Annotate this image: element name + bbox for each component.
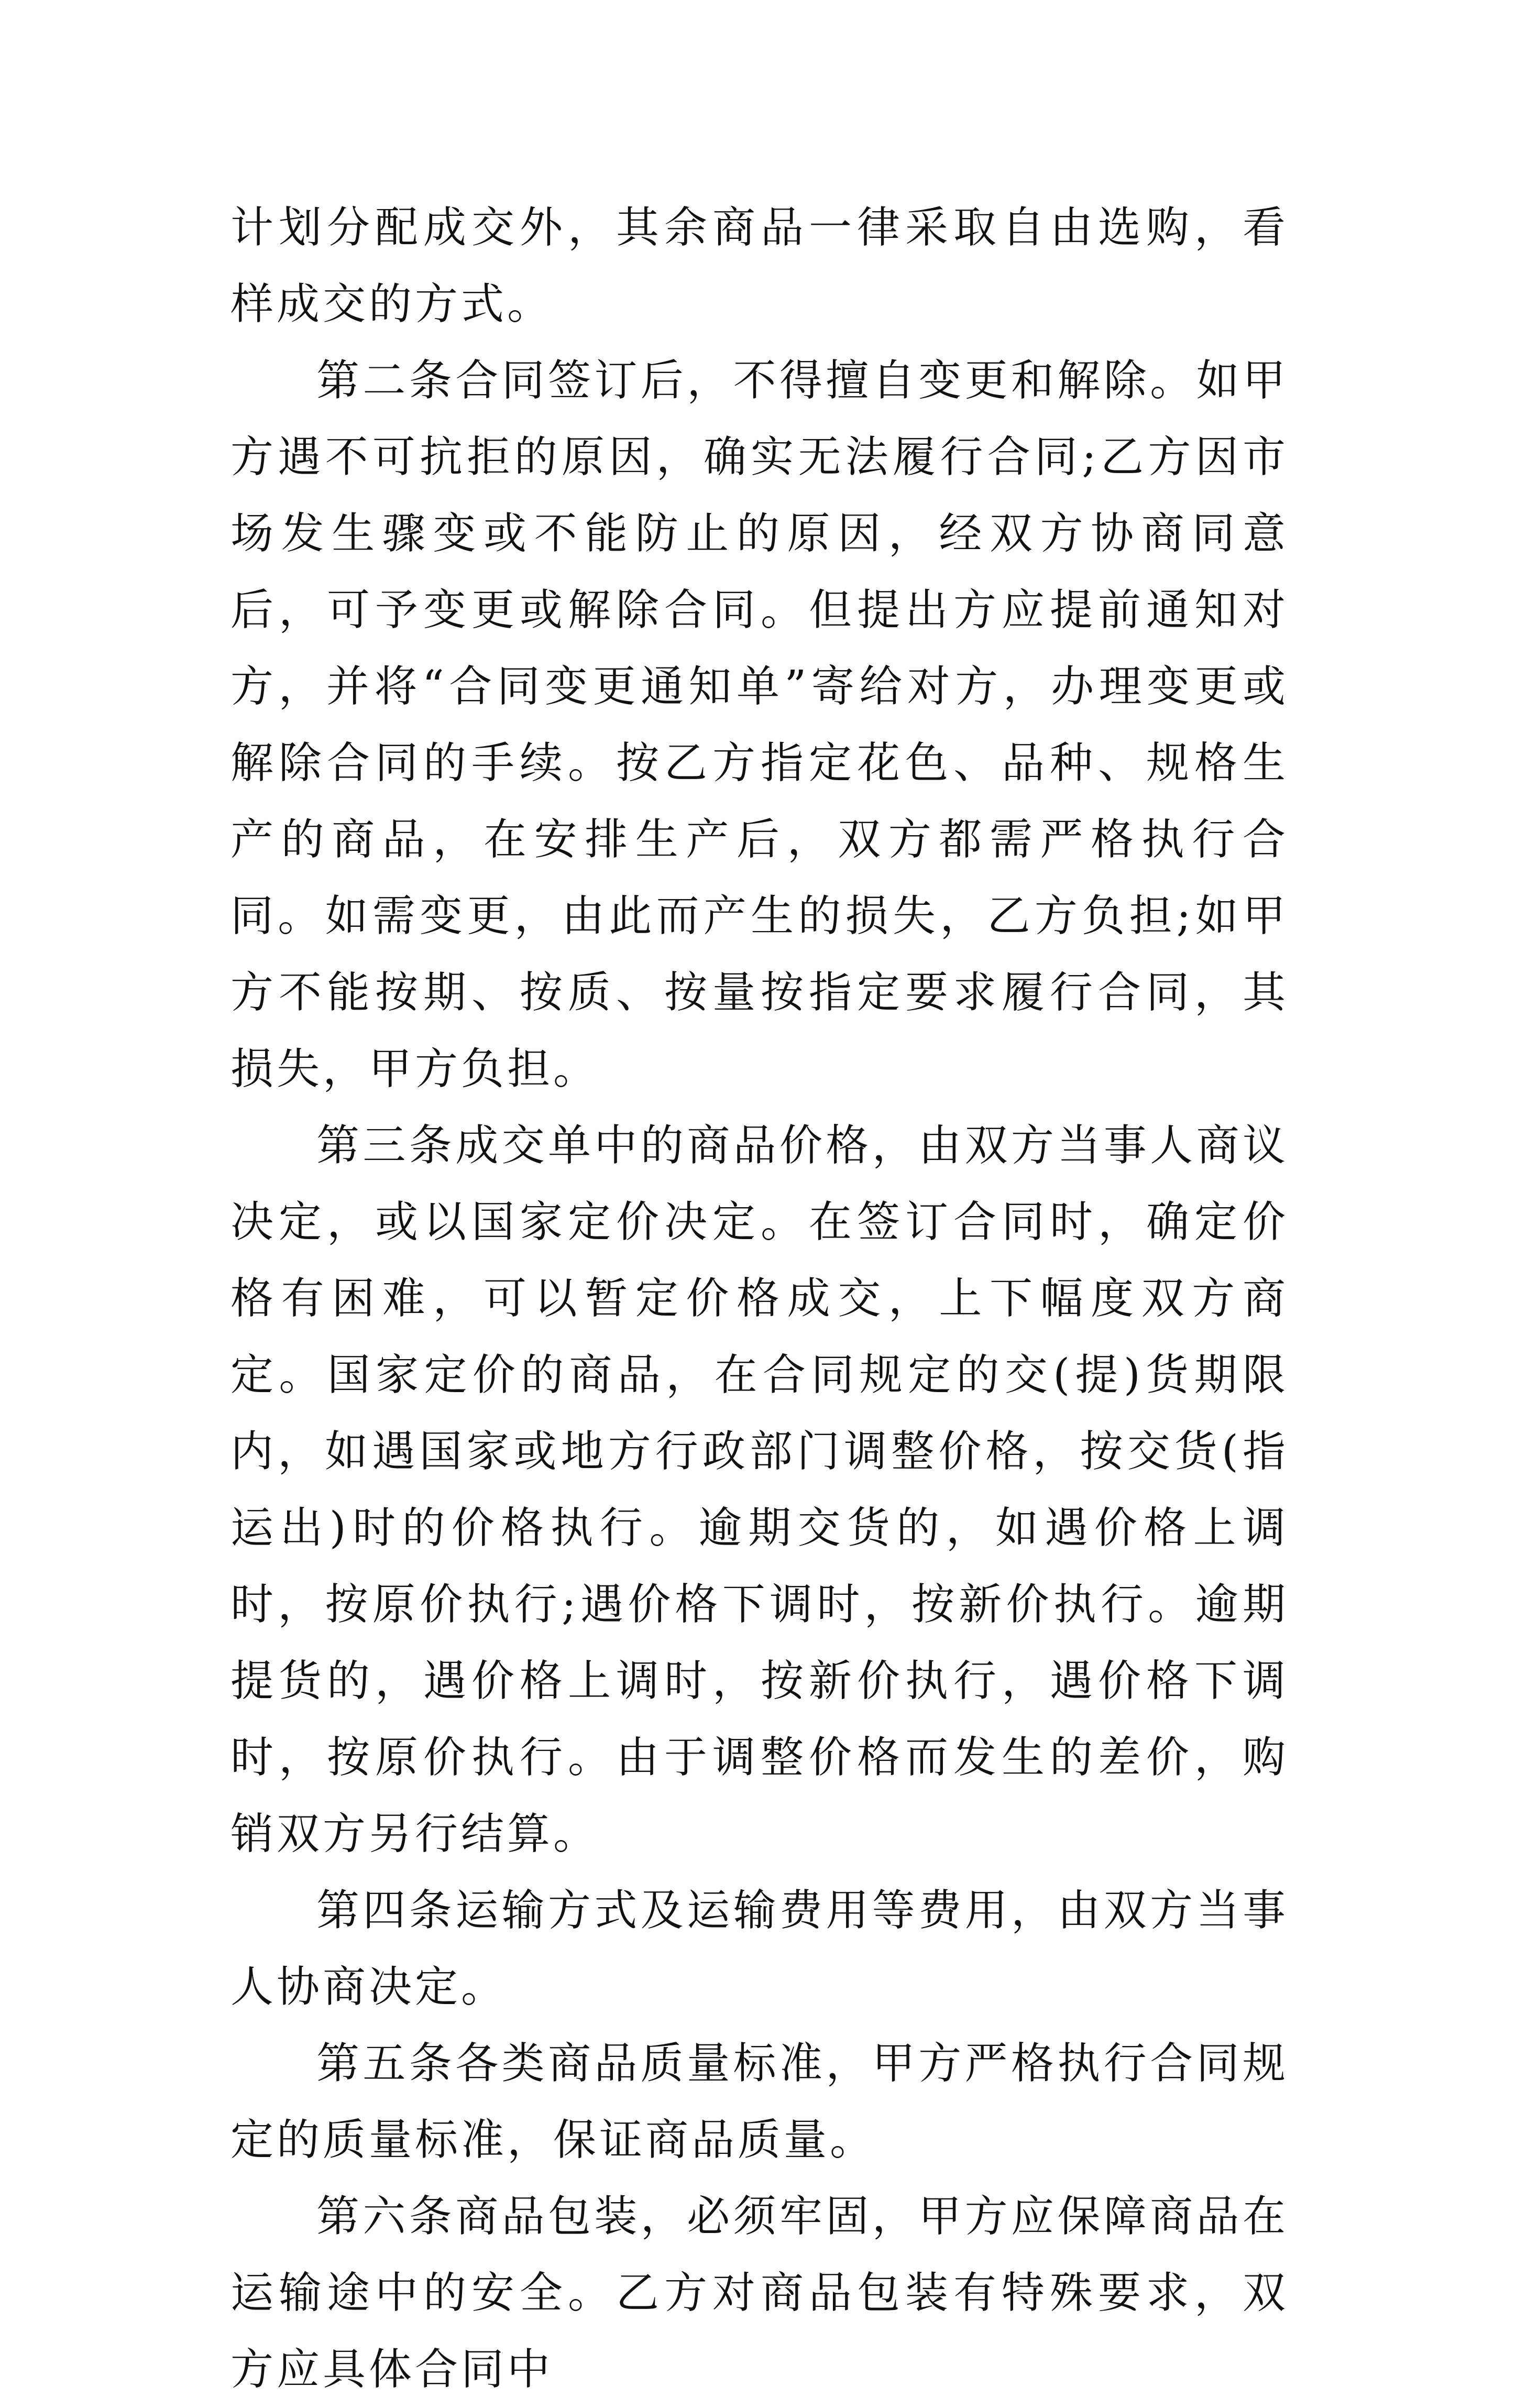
paragraph-continuation: 计划分配成交外，其余商品一律采取自由选购，看样成交的方式。 bbox=[230, 203, 1289, 329]
paragraph-article-3: 第三条成交单中的商品价格，由双方当事人商议决定，或以国家定价决定。在签订合同时，确定价格有困难，可以暂定价格成交，上下幅度双方商定。国家定价的商品，在合同规定的交(提)货期限内，如遇国家或地方行政部门调整价格，按交货(指运出)时的价格执行。逾期交货的，如遇价格上调时，按原价执行;遇价格下调时，按新价执行。逾期提货的，遇价格上调时，按新价执行，遇价格下调时，按原价执行。由于调整价格而发生的差价，购销双方另行结算。 bbox=[230, 1121, 1289, 1859]
contract-text-body bbox=[230, 190, 1289, 2408]
paragraph-article-5: 第五条各类商品质量标准，甲方严格执行合同规定的质量标准，保证商品质量。 bbox=[230, 2039, 1289, 2165]
paragraph-article-4: 第四条运输方式及运输费用等费用，由双方当事人协商决定。 bbox=[230, 1886, 1289, 2012]
paragraph-article-2: 第二条合同签订后，不得擅自变更和解除。如甲方遇不可抗拒的原因，确实无法履行合同;乙方因市场发生骤变或不能防止的原因，经双方协商同意后，可予变更或解除合同。但提出方应提前通知对方，并将“合同变更通知单”寄给对方，办理变更或解除合同的手续。按乙方指定花色、品种、规格生产的商品，在安排生产后，双方都需严格执行合同。如需变更，由此而产生的损失，乙方负担;如甲方不能按期、按质、按量按指定要求履行合同，其损失，甲方负担。 bbox=[230, 356, 1289, 1094]
paragraph-article-6: 第六条商品包装，必须牢固，甲方应保障商品在运输途中的安全。乙方对商品包装有特殊要求，双方应具体合同中 bbox=[230, 2192, 1289, 2394]
